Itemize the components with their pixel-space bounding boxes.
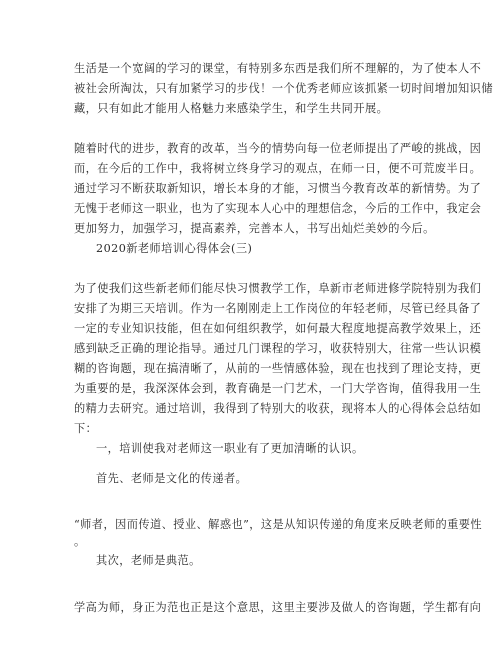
text-line: 其次，老师是典范。 xyxy=(96,554,201,567)
text-line: 下： xyxy=(74,422,98,435)
text-line: 感到缺乏正确的理论指导。通过几门课程的学习，收获特别大，往常一些认识模 xyxy=(74,342,482,355)
text-line: 糊的咨询题，现在搞清晰了，从前的一些情感体验，现在也找到了理论支持，更 xyxy=(74,362,482,375)
section-heading: 2020新老师培训心得体会(三) xyxy=(96,242,253,255)
text-line: 生活是一个宽阔的学习的课堂，有特别多东西是我们所不理解的，为了使本人不 xyxy=(74,62,482,75)
text-line: 而，在今后的工作中，我将树立终身学习的观点，在师一日，便不可荒废半日。 xyxy=(74,162,482,175)
text-line: 为重要的是，我深深体会到，教育确是一门艺术，一门大学咨询，值得我用一生 xyxy=(74,382,482,395)
quote-line: “师者，因而传道、授业、解惑也”，这是从知识传递的角度来反映老师的重要性 xyxy=(74,518,483,531)
text-line: 被社会所淘汰，只有加紧学习的步伐！一个优秀老师应该抓紧一切时间增加知识储 xyxy=(74,82,493,95)
text-line: 更加努力，加强学习，提高素养，完善本人，书写出灿烂美妙的今后。 xyxy=(74,222,435,235)
text-line: 学高为师，身正为范也正是这个意思，这里主要涉及做人的咨询题，学生都有向 xyxy=(74,601,482,614)
text-line: 无愧于老师这一职业，也为了实现本人心中的理想信念，今后的工作中，我定会 xyxy=(74,202,482,215)
text-line: 通过学习不断获取新知识，增长本身的才能，习惯当今教育改革的新情势。为了 xyxy=(74,182,482,195)
text-line: 的精力去研究。通过培训，我得到了特别大的收获，现将本人的心得体会总结如 xyxy=(74,402,482,415)
text-line: 一定的专业知识技能，但在如何组织教学，如何最大程度地提高教学效果上，还 xyxy=(74,322,482,335)
text-line: 为了使我们这些新老师们能尽快习惯教学工作，阜新市老师进修学院特别为我们 xyxy=(74,282,482,295)
text-line: 随着时代的进步，教育的改革，当今的情势向每一位老师提出了严峻的挑战，因 xyxy=(74,142,482,155)
text-line: 一，培训使我对老师这一职业有了更加清晰的认识。 xyxy=(96,442,364,455)
text-line: 安排了为期三天培训。作为一名刚刚走上工作岗位的年轻老师，尽管已经具备了 xyxy=(74,302,482,315)
quote-line: 。 xyxy=(74,535,86,548)
text-line: 首先、老师是文化的传递者。 xyxy=(96,472,248,485)
text-line: 藏，只有如此才能用人格魅力来感染学生，和学生共同开展。 xyxy=(74,102,389,115)
